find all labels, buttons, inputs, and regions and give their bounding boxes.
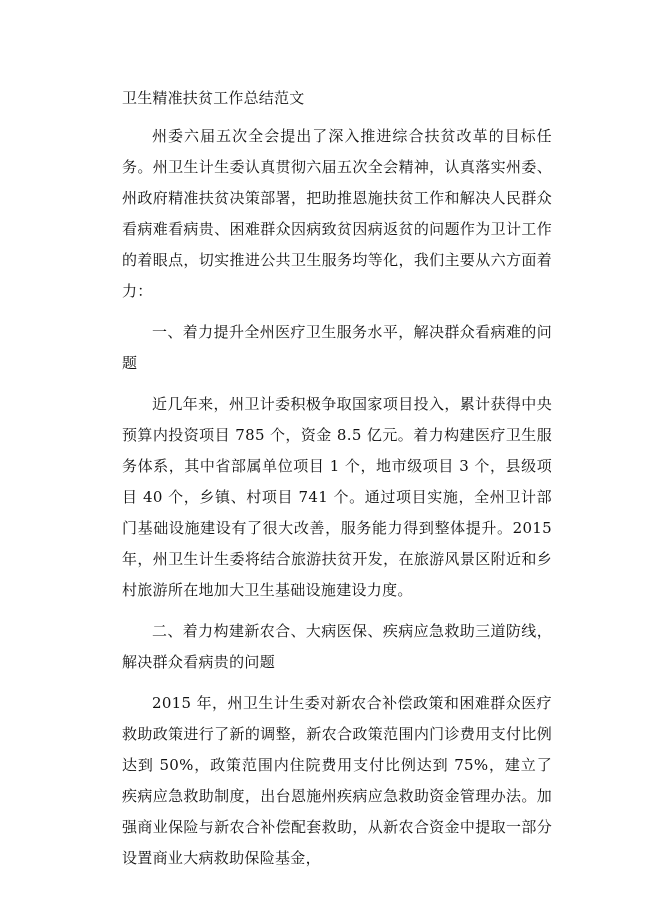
document-body <box>122 88 552 884</box>
section-2-body: 2015 年，州卫生计生委对新农合补偿政策和困难群众医疗救助政策进行了新的调整，新农合政策范围内门诊费用支付比例达到 50%，政策范围内住院费用支付比例达到 75%，建立了疾病应急救助制度，出台恩施州疾病应急救助资金管理办法。加强商业保险与新农合补偿配套救助，从新农合资金中提取一部分设置商业大病救助保险基金， <box>122 694 552 867</box>
document-title: 卫生精准扶贫工作总结范文 <box>122 89 305 107</box>
section-1-heading: 一、着力提升全州医疗卫生服务水平，解决群众看病难的问题 <box>122 323 552 372</box>
section-1-body: 近几年来，州卫计委积极争取国家项目投入，累计获得中央预算内投资项目 785 个，资金 8.5 亿元。着力构建医疗卫生服务体系，其中省部属单位项目 1 个，地市级项目 3 个，县级项目 40 个，乡镇、村项目 741 个。通过项目实施，全州卫计部门基础设施建设有了很大改善，服务能力得到整体提升。2015 年，州卫生计生委将结合旅游扶贫开发，在旅游风景区附近和乡村旅游所在地加大卫生基础设施建设力度。 <box>122 395 552 599</box>
intro-paragraph: 州委六届五次全会提出了深入推进综合扶贫改革的目标任务。州卫生计生委认真贯彻六届五次全会精神，认真落实州委、州政府精准扶贫决策部署，把助推恩施扶贫工作和解决人民群众看病难看病贵、困难群众因病致贫因病返贫的问题作为卫计工作的着眼点，切实推进公共卫生服务均等化，我们主要从六方面着力： <box>122 127 552 300</box>
section-2-heading: 二、着力构建新农合、大病医保、疾病应急救助三道防线，解决群众看病贵的问题 <box>122 622 552 671</box>
